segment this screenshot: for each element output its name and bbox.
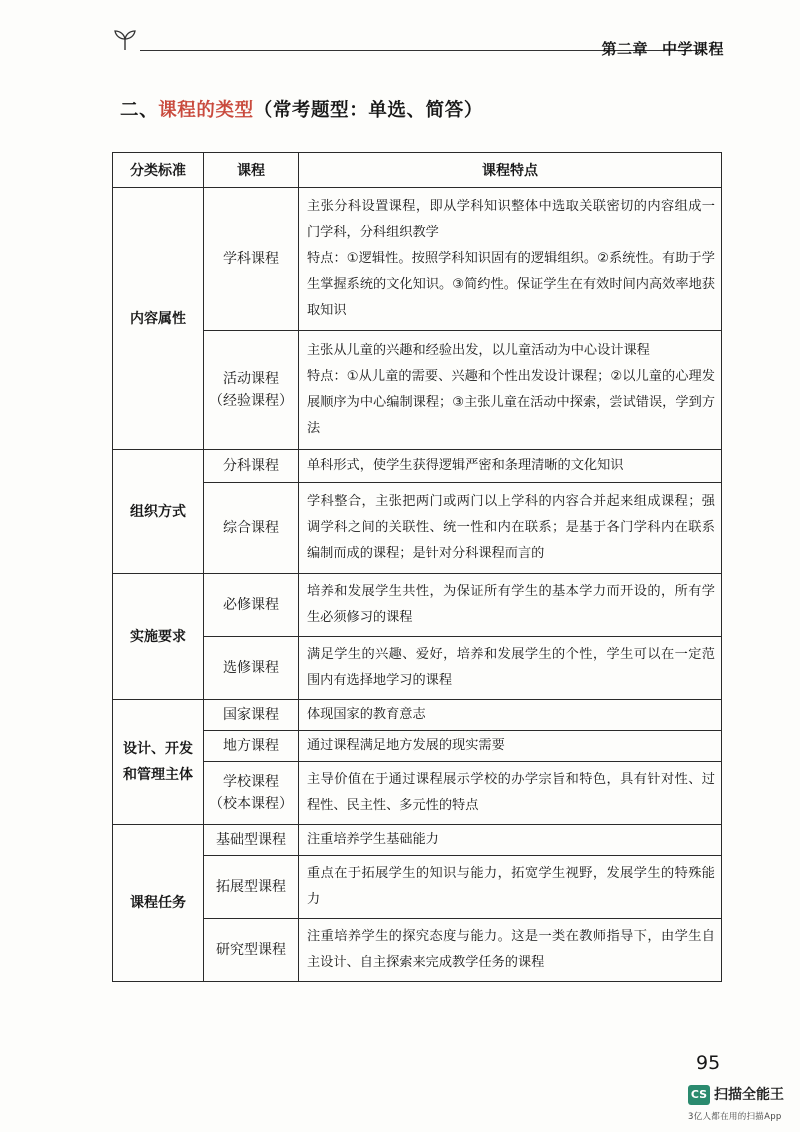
course-name-cell: [204, 919, 299, 982]
feature-text: 满足学生的兴趣、爱好，培养和发展学生的个性，学生可以在一定范围内有选择地学习的课程: [307, 647, 715, 688]
category-cell: 组织方式: [113, 450, 204, 574]
page-number: 95: [696, 1052, 721, 1074]
camscanner-logo-icon: CS: [688, 1085, 710, 1105]
course-name-cell: [204, 450, 299, 483]
feature-text: 主导价值在于通过课程展示学校的办学宗旨和特色，具有针对性、过程性、民主性、多元性的特点: [307, 772, 715, 813]
category-line: 和管理主体: [123, 767, 193, 783]
table-row: [113, 331, 722, 450]
course-name-cell: [204, 483, 299, 574]
course-feature-cell: [299, 574, 722, 637]
course-feature-cell: [299, 700, 722, 731]
course-name-cell: [204, 637, 299, 700]
course-name-cell: [204, 731, 299, 762]
course-feature-cell: [299, 331, 722, 450]
course-feature-cell: [299, 637, 722, 700]
course-name-cell: [204, 574, 299, 637]
course-name: 研究型课程: [216, 942, 286, 958]
scanner-tagline: 3亿人都在用的扫描App: [688, 1112, 782, 1122]
header-course: 课程: [204, 153, 299, 188]
course-name: 必修课程: [223, 597, 279, 613]
category-cell: 课程任务: [113, 825, 204, 982]
feature-text: 注重培养学生的探究态度与能力。这是一类在教师指导下，由学生自主设计、自主探索来完成教学任务的课程: [307, 929, 715, 970]
section-prefix: 二、: [120, 100, 159, 121]
course-name-cell: [204, 331, 299, 450]
table-row: [113, 574, 722, 637]
course-name: 拓展型课程: [216, 879, 286, 895]
course-name-alt: （经验课程）: [209, 393, 293, 409]
header-category: 分类标准: [113, 153, 204, 188]
table-row: [113, 762, 722, 825]
header-feature: 课程特点: [299, 153, 722, 188]
feature-text: 体现国家的教育意志: [307, 707, 426, 722]
course-name-cell: [204, 825, 299, 856]
course-name: 国家课程: [223, 707, 279, 723]
section-suffix: （常考题型：单选、简答）: [253, 100, 483, 121]
category-cell: [113, 700, 204, 825]
course-name: 学科课程: [223, 251, 279, 267]
table-row: [113, 856, 722, 919]
course-name: 活动课程: [223, 371, 279, 387]
course-name-cell: [204, 700, 299, 731]
feature-text: 重点在于拓展学生的知识与能力，拓宽学生视野，发展学生的特殊能力: [307, 866, 715, 907]
course-name: 学校课程: [223, 774, 279, 790]
table-header-row: [113, 153, 722, 188]
table-row: [113, 450, 722, 483]
course-feature-cell: [299, 919, 722, 982]
feature-text: 注重培养学生基础能力: [307, 832, 439, 847]
scanner-watermark: 扫描全能王: [714, 1087, 784, 1103]
feature-text: 单科形式，使学生获得逻辑严密和条理清晰的文化知识: [307, 458, 624, 473]
feature-text: 主张从儿童的兴趣和经验出发，以儿童活动为中心设计课程 特点：①从儿童的需要、兴趣和个性出发设计课程；②以儿童的心理发展顺序为中心编制课程；③主张儿童在活动中探索，尝试错误，学到方法: [307, 343, 715, 436]
category-cell: 内容属性: [113, 188, 204, 450]
category-line: 设计、开发: [123, 741, 193, 757]
feature-text: 培养和发展学生共性，为保证所有学生的基本学力而开设的，所有学生必须修习的课程: [307, 584, 715, 625]
chapter-subject: 中学课程: [661, 40, 724, 58]
chapter-heading: [601, 38, 724, 59]
course-name: 选修课程: [223, 660, 279, 676]
course-feature-cell: [299, 731, 722, 762]
table-row: [113, 825, 722, 856]
section-title: [120, 96, 483, 122]
course-feature-cell: [299, 483, 722, 574]
course-name: 综合课程: [223, 520, 279, 536]
table-row: [113, 731, 722, 762]
course-name: 基础型课程: [216, 832, 286, 848]
course-name-cell: [204, 188, 299, 331]
category-cell: 实施要求: [113, 574, 204, 700]
course-feature-cell: [299, 188, 722, 331]
course-feature-cell: [299, 856, 722, 919]
course-feature-cell: [299, 825, 722, 856]
table-row: [113, 700, 722, 731]
table-row: [113, 637, 722, 700]
feature-text: 学科整合，主张把两门或两门以上学科的内容合并起来组成课程；强调学科之间的关联性、统一性和内在联系；是基于各门学科内在联系编制而成的课程；是针对分科课程而言的: [307, 494, 715, 561]
course-name-cell: [204, 762, 299, 825]
course-name: 分科课程: [223, 458, 279, 474]
table-row: [113, 483, 722, 574]
chapter-number: 第二章: [601, 40, 648, 58]
course-name: 地方课程: [223, 738, 279, 754]
table-row: [113, 919, 722, 982]
course-types-table: [112, 152, 722, 982]
section-highlight: 课程的类型: [158, 100, 254, 121]
sprout-icon: [112, 28, 138, 52]
course-name-alt: （校本课程）: [209, 796, 293, 812]
course-name-cell: [204, 856, 299, 919]
course-feature-cell: [299, 450, 722, 483]
feature-text: 通过课程满足地方发展的现实需要: [307, 738, 505, 753]
table-row: [113, 188, 722, 331]
feature-text: 主张分科设置课程，即从学科知识整体中选取关联密切的内容组成一门学科，分科组织教学 特点：①逻辑性。按照学科知识固有的逻辑组织。②系统性。有助于学生掌握系统的文化知识。③简约性。保证学生在有效时间内高效率地获取知识: [307, 199, 715, 318]
course-feature-cell: [299, 762, 722, 825]
